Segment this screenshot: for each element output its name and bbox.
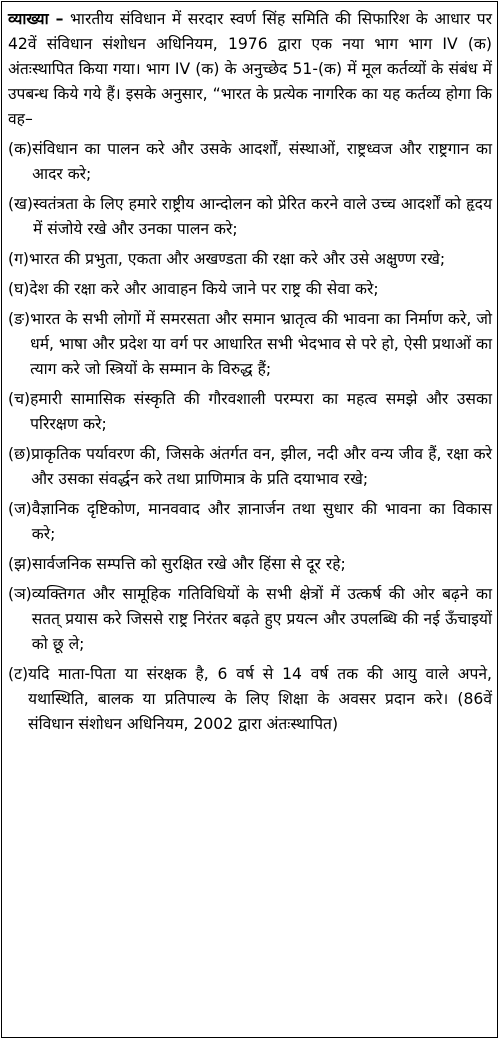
duty-marker: (ट) <box>8 665 29 683</box>
duty-item <box>8 387 492 437</box>
intro-text: भारतीय संविधान में सरदार स्वर्ण सिंह समिति की सिफारिश के आधार पर 42वें संविधान संशोधन अधिनियम, 1976 द्वारा एक नया भाग भाग IV (क) अंतःस्थापित किया गया। भाग IV (क) के अनुच्छेद 51-(क) में मूल कर्तव्यों के संबंध में उपबन्ध किये गये हैं। इसके अनुसार, “भारत के प्रत्येक नागरिक का यह कर्तव्य होगा कि वह– <box>8 10 492 128</box>
duty-text: स्वतंत्रता के लिए हमारे राष्ट्रीय आन्दोलन को प्रेरित करने वाले उच्च आदर्शों को हृदय में संजोये रखे और उनका पालन करे; <box>32 195 492 238</box>
duty-marker: (छ) <box>8 445 32 463</box>
duty-item <box>8 662 492 737</box>
duty-item <box>8 277 492 302</box>
intro-paragraph <box>8 7 492 132</box>
duty-text: यदि माता-पिता या संरक्षक है, 6 वर्ष से 14 वर्ष तक की आयु वाले अपने, यथास्थिति, बालक या प्रतिपाल्य के लिए शिक्षा के अवसर प्रदान करे। (86वें संविधान संशोधन अधिनियम, 2002 द्वारा अंतःस्थापित) <box>28 665 492 733</box>
duty-marker: (क) <box>8 140 33 158</box>
duty-marker: (ग) <box>8 250 29 268</box>
document-box <box>1 1 498 1038</box>
duty-item <box>8 497 492 547</box>
duty-text: देश की रक्षा करे और आवाहन किये जाने पर राष्ट्र की सेवा करे; <box>29 280 379 298</box>
duty-text: भारत की प्रभुता, एकता और अखण्डता की रक्षा करे और उसे अक्षुण्ण रखे; <box>28 250 446 268</box>
duty-text: सार्वजनिक सम्पत्ति को सुरक्षित रखे और हिंसा से दूर रहे; <box>31 555 346 573</box>
duty-item <box>8 137 492 187</box>
duty-text: भारत के सभी लोगों में समरसता और समान भ्रातृत्व की भावना का निर्माण करे, जो धर्म, भाषा और प्रदेश या वर्ग पर आधारित सभी भेदभाव से परे हो, ऐसी प्रथाओं का त्याग करे जो स्त्रियों के सम्मान के विरुद्ध हैं; <box>30 310 492 378</box>
duty-marker: (झ) <box>8 555 32 573</box>
duty-item <box>8 247 492 272</box>
duty-marker: (ख) <box>8 195 33 213</box>
explanation-heading: व्याख्या – <box>8 10 64 28</box>
duty-item <box>8 442 492 492</box>
duty-text: संविधान का पालन करे और उसके आदर्शों, संस्थाओं, राष्ट्रध्वज और राष्ट्रगान का आदर करे; <box>32 140 492 183</box>
duty-text: हमारी सामासिक संस्कृति की गौरवशाली परम्परा का महत्व समझे और उसका परिरक्षण करे; <box>30 390 492 433</box>
duty-text: वैज्ञानिक दृष्टिकोण, मानववाद और ज्ञानार्जन तथा सुधार की भावना का विकास करे; <box>31 500 492 543</box>
duty-marker: (ङ) <box>8 310 31 328</box>
duty-item <box>8 582 492 657</box>
duty-marker: (ज) <box>8 500 32 518</box>
duty-marker: (घ) <box>8 280 30 298</box>
duty-item <box>8 192 492 242</box>
duty-item <box>8 552 492 577</box>
duty-item <box>8 307 492 382</box>
duty-text: व्यक्तिगत और सामूहिक गतिविधियों के सभी क्षेत्रों में उत्कर्ष की ओर बढ़ने का सतत् प्रयास करे जिससे राष्ट्र निरंतर बढ़ते हुए प्रयत्न और उपलब्धि की नई ऊँचाइयों को छू ले; <box>31 585 492 653</box>
duty-marker: (च) <box>8 390 31 408</box>
duty-marker: (ञ) <box>8 585 32 603</box>
duty-text: प्राकृतिक पर्यावरण की, जिसके अंतर्गत वन, झील, नदी और वन्य जीव हैं, रक्षा करे और उसका संवर्द्धन करे तथा प्राणिमात्र के प्रति दयाभाव रखे; <box>31 445 492 488</box>
